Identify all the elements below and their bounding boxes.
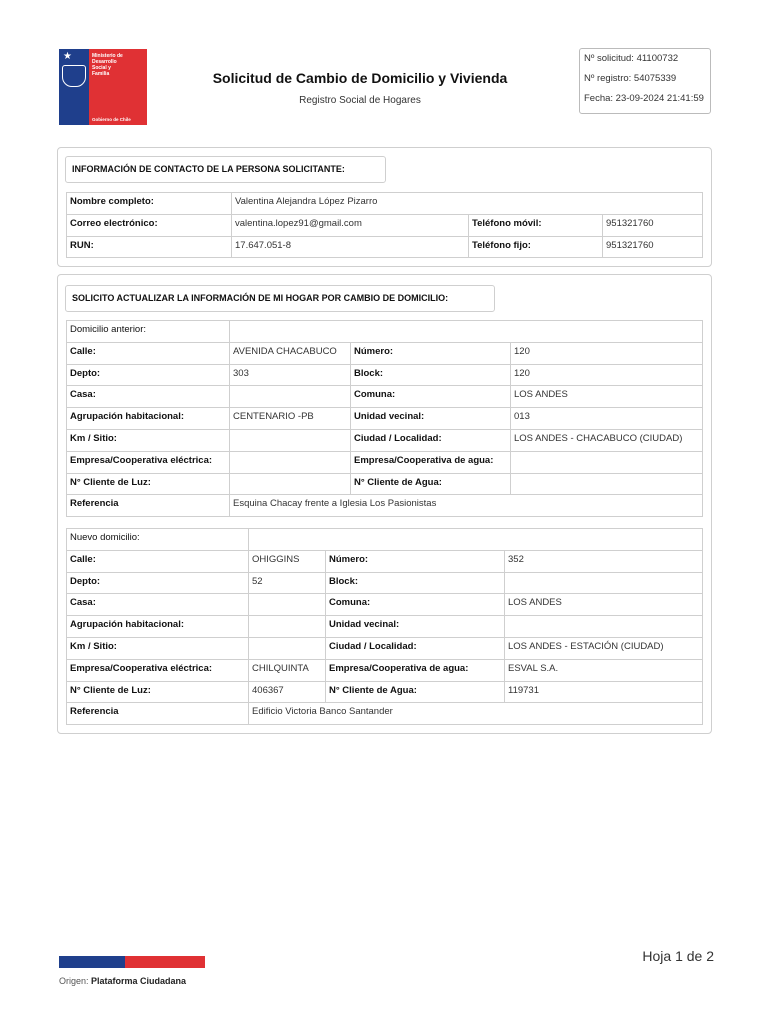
ciudad-value: LOS ANDES - CHACABUCO (CIUDAD) (511, 429, 703, 451)
phone-value: 951321760 (603, 236, 703, 258)
depto-value: 52 (249, 572, 326, 594)
logo-ministry-line: Desarrollo (92, 59, 117, 65)
logo-government: Gobierno de Chile (92, 117, 131, 122)
page-title: Solicitud de Cambio de Domicilio y Vivienda (212, 70, 508, 86)
table-row (67, 236, 703, 258)
contact-section (57, 147, 712, 267)
request-date: Fecha: 23-09-2024 21:41:59 (584, 93, 704, 104)
km-value (230, 429, 351, 451)
coat-of-arms-icon (62, 65, 86, 87)
block-label: Block: (326, 572, 505, 594)
table-row (67, 429, 703, 451)
agua-client-value: 119731 (505, 681, 703, 703)
table-row (67, 703, 703, 725)
page-subtitle: Registro Social de Hogares (299, 95, 421, 106)
elec-value: CHILQUINTA (249, 659, 326, 681)
footer-bar-blue (59, 956, 125, 968)
logo-shield-panel (59, 49, 89, 125)
comuna-label: Comuna: (326, 594, 505, 616)
reference-label: Referencia (67, 495, 230, 517)
reference-value: Esquina Chacay frente a Iglesia Los Pasionistas (230, 495, 703, 517)
logo-text-panel (89, 49, 147, 125)
table-row (67, 550, 703, 572)
agua-client-label: N° Cliente de Agua: (326, 681, 505, 703)
table-row (67, 681, 703, 703)
ciudad-label: Ciudad / Localidad: (326, 637, 505, 659)
numero-label: Número: (326, 550, 505, 572)
block-value: 120 (511, 364, 703, 386)
reference-value: Edificio Victoria Banco Santander (249, 703, 703, 725)
ministry-logo (59, 49, 147, 125)
numero-value: 352 (505, 550, 703, 572)
unidad-label: Unidad vecinal: (326, 616, 505, 638)
table-row (67, 495, 703, 517)
calle-value: AVENIDA CHACABUCO (230, 342, 351, 364)
table-row (67, 193, 703, 215)
luz-client-value: 406367 (249, 681, 326, 703)
agua-client-value (511, 473, 703, 495)
agrupacion-value (249, 616, 326, 638)
table-row (67, 214, 703, 236)
table-row (67, 473, 703, 495)
elec-value (230, 451, 351, 473)
table-row (67, 408, 703, 430)
name-value: Valentina Alejandra López Pizarro (232, 193, 703, 215)
elec-label: Empresa/Cooperativa eléctrica: (67, 451, 230, 473)
reference-label: Referencia (67, 703, 249, 725)
origin-label: Origen: (59, 976, 92, 986)
run-label: RUN: (67, 236, 232, 258)
run-value: 17.647.051-8 (232, 236, 469, 258)
previous-address-title-fill (230, 321, 703, 343)
name-label: Nombre completo: (67, 193, 232, 215)
previous-address-title: Domicilio anterior: (67, 321, 230, 343)
mobile-value: 951321760 (603, 214, 703, 236)
agrupacion-value: CENTENARIO -PB (230, 408, 351, 430)
star-icon: ★ (63, 51, 72, 62)
request-number: Nº solicitud: 41100732 (584, 53, 679, 64)
table-row (67, 616, 703, 638)
new-address-table (66, 528, 703, 725)
luz-client-label: N° Cliente de Luz: (67, 681, 249, 703)
request-meta-box (579, 48, 711, 114)
agua-value: ESVAL S.A. (505, 659, 703, 681)
phone-label: Teléfono fijo: (469, 236, 603, 258)
table-row (67, 364, 703, 386)
agrupacion-label: Agrupación habitacional: (67, 616, 249, 638)
new-address-title-fill (249, 529, 703, 551)
unidad-label: Unidad vecinal: (351, 408, 511, 430)
email-label: Correo electrónico: (67, 214, 232, 236)
depto-value: 303 (230, 364, 351, 386)
comuna-value: LOS ANDES (511, 386, 703, 408)
unidad-value: 013 (511, 408, 703, 430)
logo-ministry-line: Ministerio de (92, 53, 123, 59)
footer-color-bar (59, 956, 205, 968)
ciudad-label: Ciudad / Localidad: (351, 429, 511, 451)
table-row (67, 529, 703, 551)
casa-label: Casa: (67, 386, 230, 408)
casa-value (249, 594, 326, 616)
new-address-title: Nuevo domicilio: (67, 529, 249, 551)
logo-ministry-line: Social y (92, 65, 111, 71)
depto-label: Depto: (67, 364, 230, 386)
elec-label: Empresa/Cooperativa eléctrica: (67, 659, 249, 681)
address-change-section (57, 274, 712, 734)
comuna-value: LOS ANDES (505, 594, 703, 616)
table-row (67, 594, 703, 616)
depto-label: Depto: (67, 572, 249, 594)
block-label: Block: (351, 364, 511, 386)
origin-value: Plataforma Ciudadana (91, 976, 187, 986)
agrupacion-label: Agrupación habitacional: (67, 408, 230, 430)
comuna-label: Comuna: (351, 386, 511, 408)
calle-label: Calle: (67, 550, 249, 572)
table-row (67, 637, 703, 659)
table-row (67, 451, 703, 473)
footer-bar-red (125, 956, 205, 968)
registry-number: Nº registro: 54075339 (584, 73, 677, 84)
unidad-value (505, 616, 703, 638)
numero-value: 120 (511, 342, 703, 364)
email-value: valentina.lopez91@gmail.com (232, 214, 469, 236)
contact-heading: INFORMACIÓN DE CONTACTO DE LA PERSONA SOLICITANTE: (65, 156, 386, 183)
table-row (67, 321, 703, 343)
luz-client-value (230, 473, 351, 495)
agua-client-label: N° Cliente de Agua: (351, 473, 511, 495)
table-row (67, 659, 703, 681)
numero-label: Número: (351, 342, 511, 364)
agua-label: Empresa/Cooperativa de agua: (326, 659, 505, 681)
table-row (67, 342, 703, 364)
calle-label: Calle: (67, 342, 230, 364)
casa-value (230, 386, 351, 408)
logo-ministry-line: Familia (92, 71, 110, 77)
luz-client-label: N° Cliente de Luz: (67, 473, 230, 495)
mobile-label: Teléfono móvil: (469, 214, 603, 236)
address-heading: SOLICITO ACTUALIZAR LA INFORMACIÓN DE MI HOGAR POR CAMBIO DE DOMICILIO: (65, 285, 495, 312)
origin-line (59, 976, 186, 986)
table-row (67, 572, 703, 594)
agua-label: Empresa/Cooperativa de agua: (351, 451, 511, 473)
contact-table (66, 192, 703, 258)
table-row (67, 386, 703, 408)
calle-value: OHIGGINS (249, 550, 326, 572)
previous-address-table (66, 320, 703, 517)
km-label: Km / Sitio: (67, 429, 230, 451)
km-label: Km / Sitio: (67, 637, 249, 659)
block-value (505, 572, 703, 594)
km-value (249, 637, 326, 659)
agua-value (511, 451, 703, 473)
casa-label: Casa: (67, 594, 249, 616)
ciudad-value: LOS ANDES - ESTACIÓN (CIUDAD) (505, 637, 703, 659)
page-number: Hoja 1 de 2 (642, 948, 714, 964)
